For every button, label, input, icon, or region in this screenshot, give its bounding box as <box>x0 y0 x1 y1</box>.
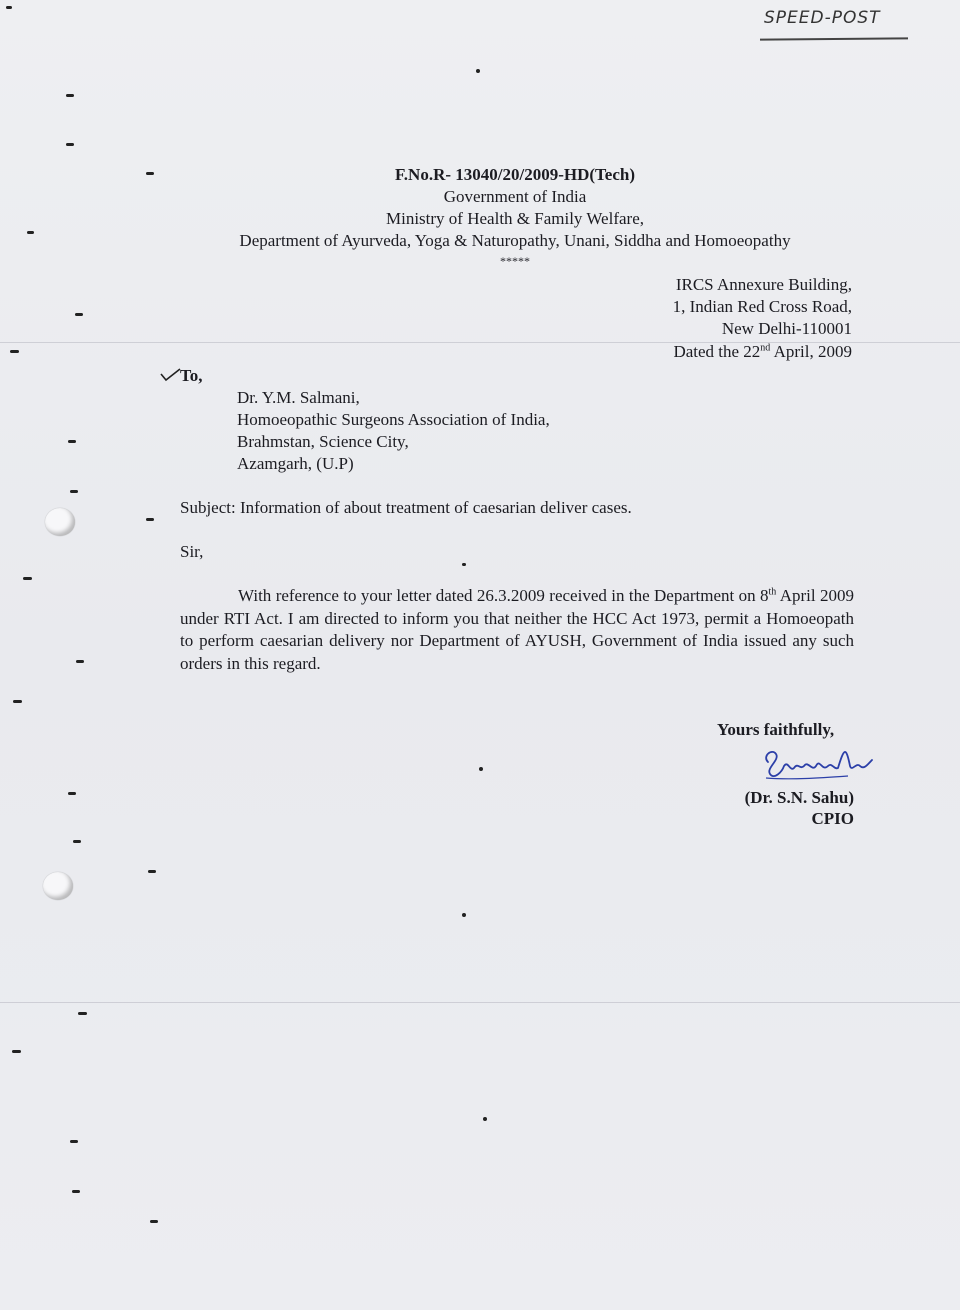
speck <box>68 792 76 795</box>
speck <box>72 1190 80 1193</box>
speck <box>476 69 480 73</box>
signatory-title: CPIO <box>811 809 854 828</box>
body-text-1: With reference to your letter dated 26.3.2009 received in the Department on 8 <box>238 586 769 605</box>
department-line: Department of Ayurveda, Yoga & Naturopathy, Unani, Siddha and Homoeopathy <box>239 231 791 250</box>
speck <box>10 350 19 353</box>
tick-mark-icon <box>160 368 182 382</box>
recipient-organization: Homoeopathic Surgeons Association of India, <box>237 410 550 429</box>
salutation: Sir, <box>180 542 204 561</box>
speck <box>66 94 74 97</box>
address-line-3: New Delhi-110001 <box>721 319 852 338</box>
fold-line <box>0 1002 960 1003</box>
speck <box>70 1140 78 1143</box>
speck <box>70 490 78 493</box>
separator-stars: ***** <box>500 254 530 268</box>
file-number: F.No.R- 13040/20/2009-HD(Tech) <box>394 165 636 184</box>
speck <box>73 840 81 843</box>
speck <box>76 660 84 663</box>
body-text-2: April 2009 under RTI Act. I am directed to inform you that neither the HCC Act 1973, permit a Homoeopath to perform caesarian delivery nor Department of AYUSH, Government of India issued any such orders in this regard. <box>180 586 854 673</box>
recipient-name: Dr. Y.M. Salmani, <box>237 388 360 407</box>
subject-line: Subject: Information of about treatment of caesarian deliver cases. <box>180 498 632 517</box>
address-line-2: 1, Indian Red Cross Road, <box>672 297 852 316</box>
speck <box>483 1117 487 1121</box>
speed-post-underline <box>760 37 908 40</box>
dated-line <box>500 341 852 363</box>
yours-faithfully: Yours faithfully, <box>717 720 835 739</box>
government-line: Government of India <box>443 187 587 206</box>
signatory-name: (Dr. S.N. Sahu) <box>744 788 854 807</box>
to-label: To, <box>180 366 203 385</box>
ministry-line: Ministry of Health & Family Welfare, <box>386 209 644 228</box>
speck <box>12 1050 21 1053</box>
punch-hole <box>45 508 75 536</box>
body-paragraph <box>180 585 854 675</box>
speck <box>78 1012 87 1015</box>
speck <box>6 6 12 9</box>
speck <box>23 577 32 580</box>
speck <box>146 518 154 521</box>
speck <box>13 700 22 703</box>
speck <box>462 913 466 917</box>
speck <box>68 440 76 443</box>
speck <box>75 313 83 316</box>
signature <box>760 742 875 784</box>
dated-suffix: April, 2009 <box>770 342 852 361</box>
speck <box>479 767 483 771</box>
speck <box>66 143 74 146</box>
dated-ordinal: nd <box>760 342 771 354</box>
address-line-1: IRCS Annexure Building, <box>675 275 852 294</box>
speck <box>148 870 156 873</box>
punch-hole <box>43 872 73 900</box>
body-ordinal: th <box>768 586 777 598</box>
recipient-place: Brahmstan, Science City, <box>237 432 409 451</box>
speck <box>462 563 466 566</box>
dated-prefix: Dated the 22 <box>673 342 761 361</box>
speed-post-handwriting: SPEED-POST <box>764 8 881 28</box>
speck <box>150 1220 158 1223</box>
recipient-city: Azamgarh, (U.P) <box>237 454 354 473</box>
